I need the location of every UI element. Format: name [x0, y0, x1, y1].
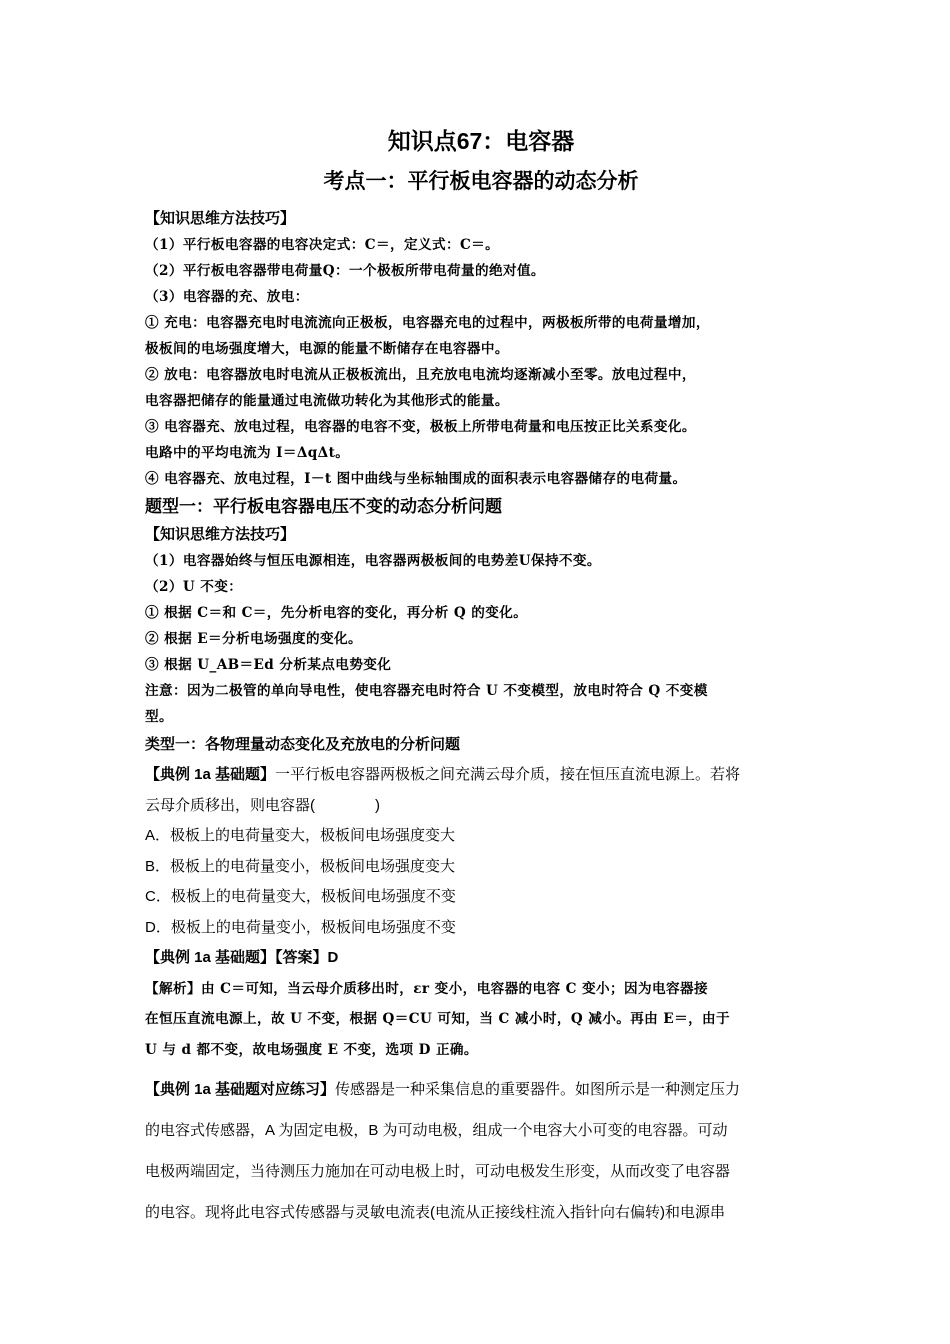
option-d: D．极板上的电荷量变小，极板间电场强度不变: [145, 918, 456, 936]
example-label: 【典例 1a 基础题】: [145, 766, 276, 783]
section2-line: （2）U 不变：: [145, 579, 243, 595]
section2-title: 题型一：平行板电容器电压不变的动态分析问题: [145, 497, 502, 516]
section1-line: 电容器把储存的能量通过电流做功转化为其他形式的能量。: [145, 393, 509, 409]
example-question: [145, 760, 817, 791]
option-b: B．极板上的电荷量变小，极板间电场强度变大: [145, 857, 456, 875]
practice-text: 传感器是一种采集信息的重要器件。如图所示是一种测定压力: [335, 1081, 741, 1098]
practice-line: 的电容。现将此电容式传感器与灵敏电流表(电流从正接线柱流入指针向右偏转)和电源串: [145, 1204, 725, 1221]
practice-line: [145, 1069, 817, 1110]
section1-line: （2）平行板电容器带电荷量Q：一个极板所带电荷量的绝对值。: [145, 263, 545, 279]
section1-line: 极板间的电场强度增大，电源的能量不断储存在电容器中。: [145, 341, 509, 357]
answer-line: 【典例 1a 基础题】【答案】D: [145, 949, 339, 966]
section2-line: ③ 根据 U_AB＝Ed 分析某点电势变化: [145, 657, 392, 673]
section1-line: （1）平行板电容器的电容决定式：C＝，定义式：C＝。: [145, 237, 500, 253]
section2-line: ② 根据 E＝分析电场强度的变化。: [145, 631, 362, 647]
section1-line: ① 充电：电容器充电时电流流向正极板，电容器充电的过程中，两极板所带的电荷量增加，: [145, 315, 710, 331]
section2-line: ① 根据 C＝和 C＝，先分析电容的变化，再分析 Q 的变化。: [145, 605, 528, 621]
option-a: A．极板上的电荷量变大，极板间电场强度变大: [145, 827, 456, 844]
section1-heading: 【知识思维方法技巧】: [145, 211, 296, 227]
section2-line: 注意：因为二极管的单向导电性，使电容器充电时符合 U 不变模型，放电时符合 Q 不变模: [145, 683, 708, 699]
practice-line: 的电容式传感器，A 为固定电极，B 为可动电极，组成一个电容大小可变的电容器。可动: [145, 1122, 728, 1139]
section1-line: ② 放电：电容器放电时电流从正极板流出，且充放电电流均逐渐减小至零。放电过程中，: [145, 367, 696, 383]
example-question-cont: 云母介质移出，则电容器( ): [145, 796, 380, 814]
section1-line: （3）电容器的充、放电：: [145, 289, 309, 305]
explanation-line: U 与 d 都不变，故电场强度 E 不变，选项 D 正确。: [145, 1041, 478, 1058]
option-c: C．极板上的电荷量变大，极板间电场强度不变: [145, 888, 456, 905]
document-body: [145, 122, 817, 1233]
section1-line: 电路中的平均电流为 I＝ΔqΔt。: [145, 445, 350, 461]
example-text: 一平行板电容器两极板之间充满云母介质，接在恒压直流电源上。若将: [275, 766, 741, 783]
explanation-line: 在恒压直流电源上，故 U 不变，根据 Q＝CU 可知，当 C 减小时，Q 减小。再由 E＝，由于: [145, 1011, 731, 1027]
explanation-line: 【解析】由 C＝可知，当云母介质移出时，εr 变小，电容器的电容 C 变小；因为电容器接: [145, 980, 708, 997]
section2-heading: 【知识思维方法技巧】: [145, 527, 296, 543]
practice-line: 电极两端固定，当待测压力施加在可动电极上时，可动电极发生形变，从而改变了电容器: [145, 1163, 731, 1180]
section2-line: （1）电容器始终与恒压电源相连，电容器两极板间的电势差U保持不变。: [145, 553, 601, 569]
section1-line: ④ 电容器充、放电过程，I－t 图中曲线与坐标轴围成的面积表示电容器储存的电荷量。: [145, 471, 687, 487]
practice-label: 【典例 1a 基础题对应练习】: [145, 1081, 336, 1098]
section2-line: 型。: [145, 709, 173, 725]
type1-title: 类型一：各物理量动态变化及充放电的分析问题: [145, 736, 461, 753]
page-subtitle: 考点一：平行板电容器的动态分析: [323, 170, 639, 193]
page-title: 知识点67：电容器: [387, 128, 575, 154]
section1-line: ③ 电容器充、放电过程，电容器的电容不变，极板上所带电荷量和电压按正比关系变化。: [145, 419, 696, 435]
